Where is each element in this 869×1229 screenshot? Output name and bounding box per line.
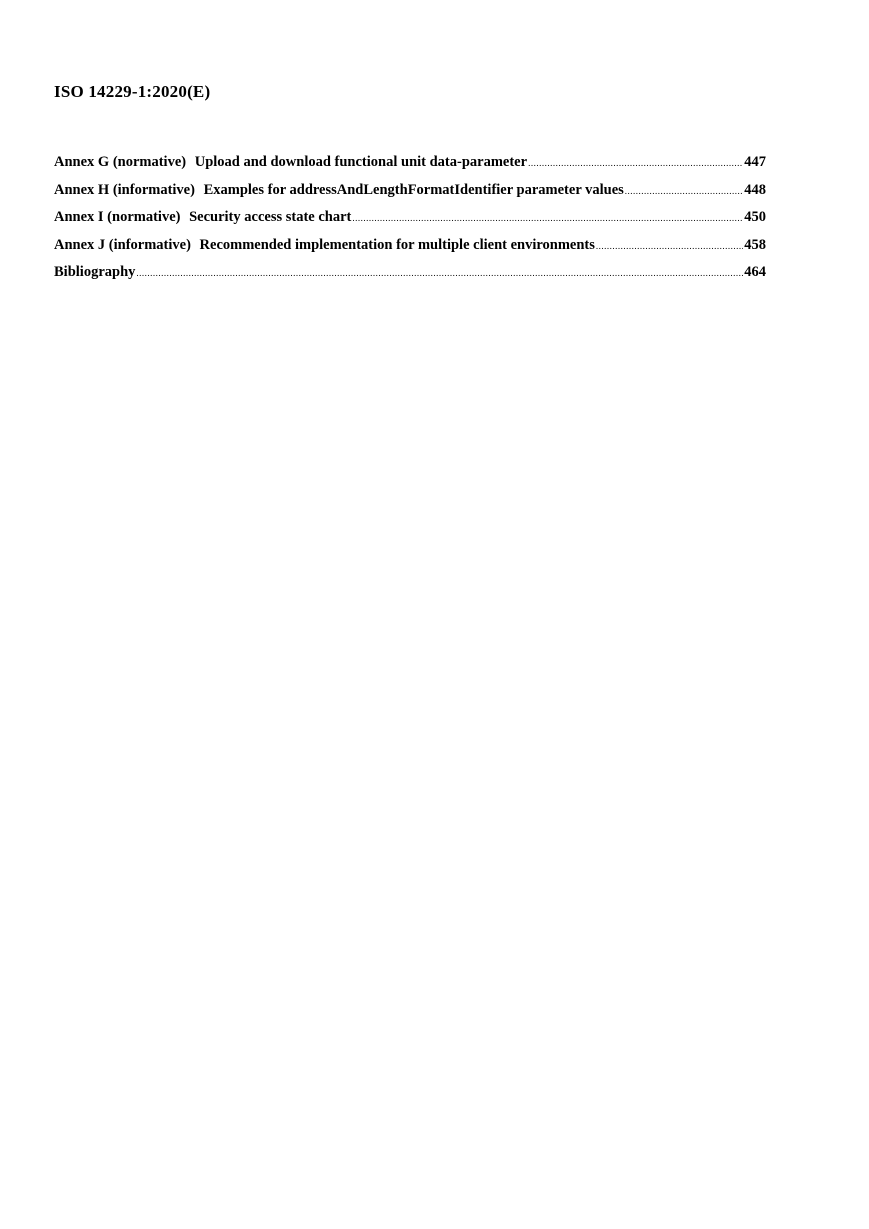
document-id-header: ISO 14229-1:2020(E) [54, 82, 211, 101]
dot-leader [136, 268, 743, 278]
toc-entry-title-group [54, 154, 527, 171]
annex-label: Annex J (informative) [54, 236, 191, 253]
annex-label: Annex H (informative) [54, 181, 195, 198]
dot-leader [596, 241, 743, 251]
toc-entry-annex-i[interactable] [54, 209, 766, 237]
table-of-contents [54, 154, 766, 292]
toc-page-number: 447 [744, 154, 766, 170]
toc-entry-title: Examples for addressAndLengthFormatIdentifier parameter values [203, 181, 624, 198]
toc-entry-title: Security access state chart [189, 209, 352, 225]
dot-leader [625, 186, 743, 196]
toc-entry-title: Recommended implementation for multiple client environments [199, 236, 595, 253]
toc-entry-title: Upload and download functional unit data-parameter [194, 154, 528, 170]
toc-page-number: 458 [744, 236, 766, 253]
toc-entry-title-group [54, 264, 135, 281]
toc-page-number: 450 [744, 209, 766, 225]
annex-label: Annex I (normative) [54, 209, 181, 225]
toc-entry-title-group [54, 237, 595, 254]
toc-entry-annex-j[interactable] [54, 237, 766, 265]
annex-label: Annex G (normative) [54, 154, 187, 170]
dot-leader [352, 213, 743, 223]
toc-entry-annex-g[interactable] [54, 154, 766, 182]
toc-entry-title-group [54, 209, 351, 226]
toc-entry-title-group [54, 182, 624, 199]
toc-entry-annex-h[interactable] [54, 182, 766, 210]
toc-entry-title: Bibliography [54, 264, 136, 280]
toc-page-number: 464 [744, 264, 766, 280]
toc-page-number: 448 [744, 181, 766, 198]
toc-entry-bibliography[interactable] [54, 264, 766, 292]
dot-leader [528, 158, 743, 168]
